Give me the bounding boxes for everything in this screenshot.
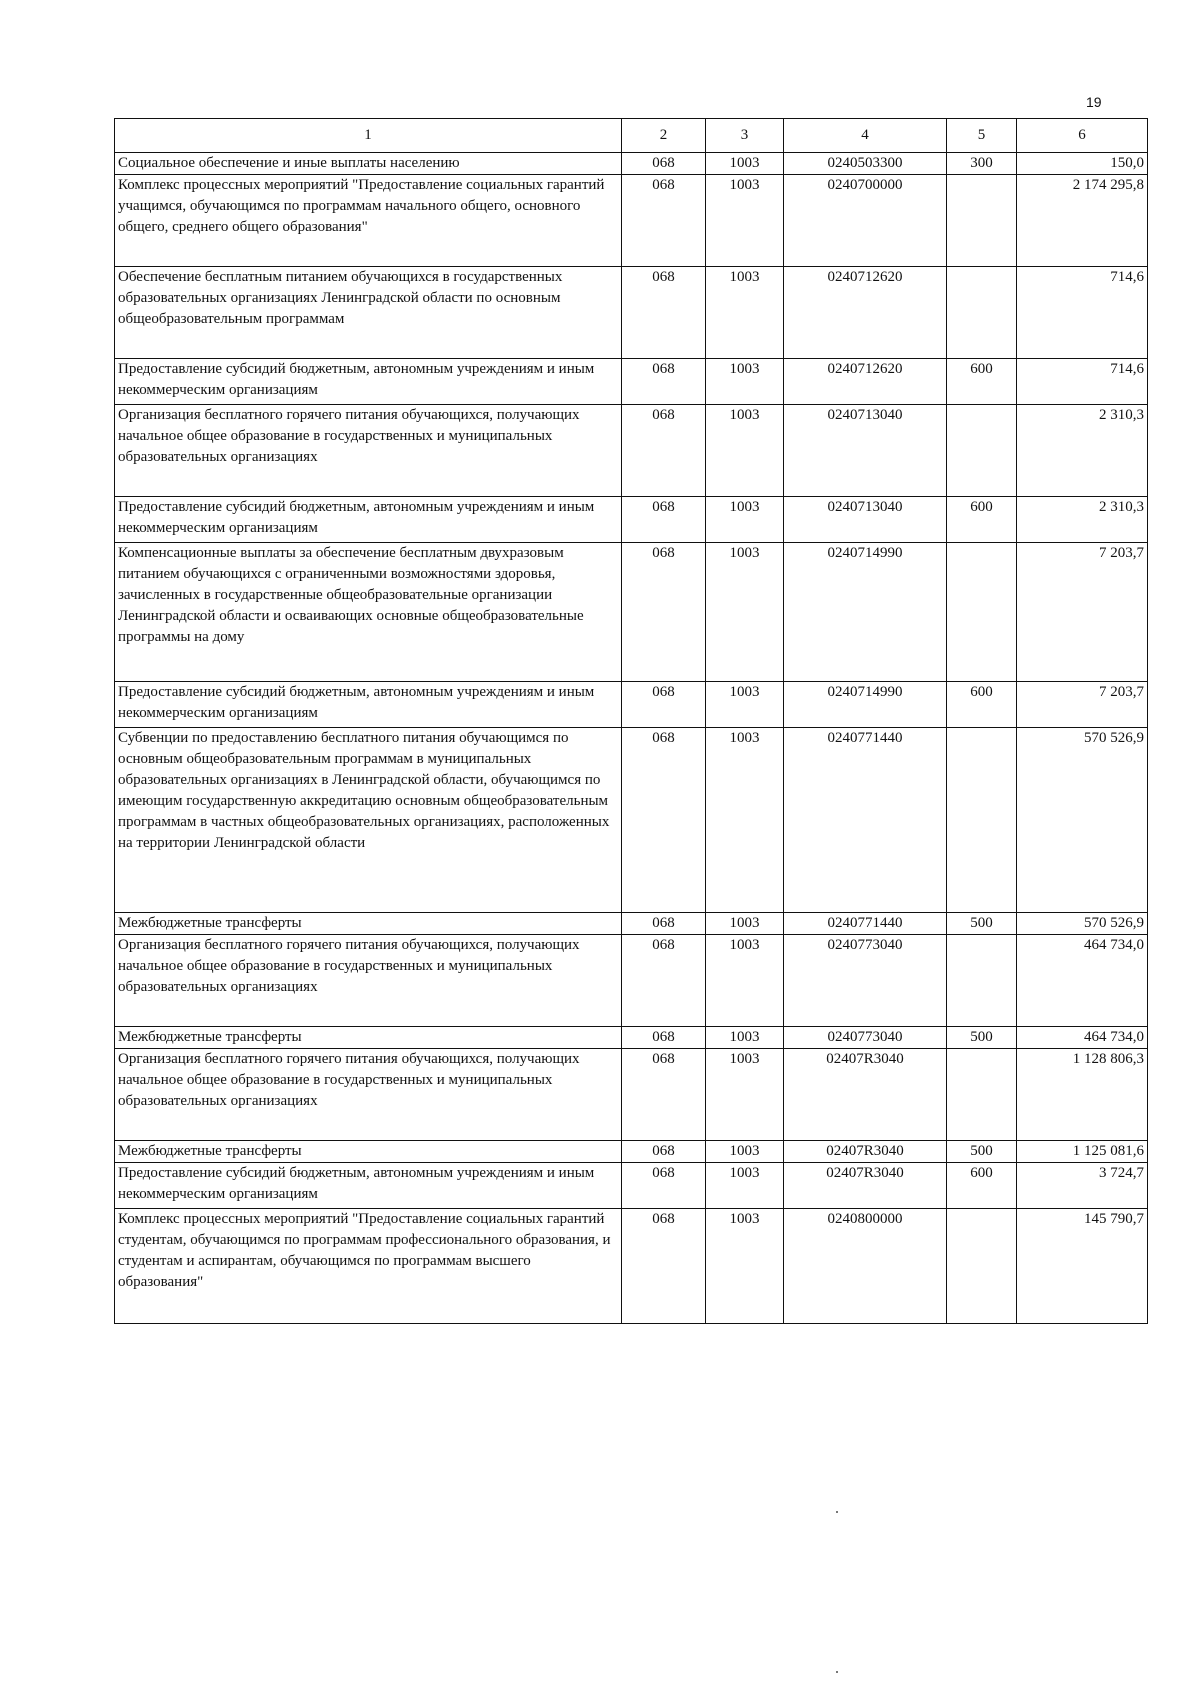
table-row — [115, 1209, 1148, 1324]
row-admin-code: 068 — [622, 175, 706, 267]
row-section-code: 1003 — [706, 175, 784, 267]
row-target-article: 0240771440 — [784, 913, 947, 935]
row-target-article: 0240800000 — [784, 1209, 947, 1324]
row-admin-code: 068 — [622, 1027, 706, 1049]
row-amount: 570 526,9 — [1017, 913, 1148, 935]
row-admin-code: 068 — [622, 682, 706, 728]
row-name: Обеспечение бесплатным питанием обучающихся в государственных образовательных организациях Ленинградской области по основным общеобразовательным программам — [115, 267, 622, 359]
row-target-article: 0240503300 — [784, 153, 947, 175]
row-name: Субвенции по предоставлению бесплатного питания обучающимся по основным общеобразовательным программам в муниципальных образовательных организациях в Ленинградской области, обучающимся по имеющим государственную аккредитацию основным общеобразовательным программам в частных общеобразовательных организациях, расположенных на территории Ленинградской области — [115, 728, 622, 913]
row-expense-type — [947, 1049, 1017, 1141]
row-admin-code: 068 — [622, 153, 706, 175]
row-admin-code: 068 — [622, 1163, 706, 1209]
row-section-code: 1003 — [706, 1163, 784, 1209]
header-col-6: 6 — [1017, 119, 1148, 153]
row-section-code: 1003 — [706, 359, 784, 405]
row-amount: 1 125 081,6 — [1017, 1141, 1148, 1163]
row-expense-type — [947, 935, 1017, 1027]
row-target-article: 02407R3040 — [784, 1163, 947, 1209]
row-expense-type: 600 — [947, 359, 1017, 405]
row-target-article: 0240712620 — [784, 267, 947, 359]
row-name: Организация бесплатного горячего питания обучающихся, получающих начальное общее образование в государственных и муниципальных образовательных организациях — [115, 405, 622, 497]
row-amount: 714,6 — [1017, 359, 1148, 405]
row-expense-type — [947, 728, 1017, 913]
row-target-article: 0240714990 — [784, 682, 947, 728]
row-section-code: 1003 — [706, 913, 784, 935]
row-name: Межбюджетные трансферты — [115, 1141, 622, 1163]
row-target-article: 0240773040 — [784, 935, 947, 1027]
row-admin-code: 068 — [622, 1141, 706, 1163]
row-admin-code: 068 — [622, 267, 706, 359]
row-amount: 150,0 — [1017, 153, 1148, 175]
row-admin-code: 068 — [622, 1209, 706, 1324]
row-section-code: 1003 — [706, 1141, 784, 1163]
row-section-code: 1003 — [706, 267, 784, 359]
row-target-article: 0240700000 — [784, 175, 947, 267]
row-name: Социальное обеспечение и иные выплаты населению — [115, 153, 622, 175]
row-section-code: 1003 — [706, 153, 784, 175]
row-amount: 145 790,7 — [1017, 1209, 1148, 1324]
row-target-article: 02407R3040 — [784, 1049, 947, 1141]
table-row — [115, 543, 1148, 682]
table-row — [115, 682, 1148, 728]
row-expense-type — [947, 543, 1017, 682]
row-expense-type — [947, 175, 1017, 267]
row-name: Предоставление субсидий бюджетным, автономным учреждениям и иным некоммерческим организациям — [115, 497, 622, 543]
row-section-code: 1003 — [706, 543, 784, 682]
row-expense-type — [947, 267, 1017, 359]
row-amount: 7 203,7 — [1017, 543, 1148, 682]
row-section-code: 1003 — [706, 935, 784, 1027]
row-target-article: 0240714990 — [784, 543, 947, 682]
row-target-article: 0240713040 — [784, 497, 947, 543]
row-expense-type: 300 — [947, 153, 1017, 175]
table-row — [115, 497, 1148, 543]
row-name: Комплекс процессных мероприятий "Предоставление социальных гарантий учащимся, обучающимся по программам начального общего, основного общего, среднего общего образования" — [115, 175, 622, 267]
row-name: Компенсационные выплаты за обеспечение бесплатным двухразовым питанием обучающихся с ограниченными возможностями здоровья, зачисленных в государственные общеобразовательные организации Ленинградской области и осваивающих основные общеобразовательные программы на дому — [115, 543, 622, 682]
row-name: Межбюджетные трансферты — [115, 913, 622, 935]
table-row — [115, 1141, 1148, 1163]
row-amount: 3 724,7 — [1017, 1163, 1148, 1209]
row-section-code: 1003 — [706, 1049, 784, 1141]
row-expense-type: 500 — [947, 913, 1017, 935]
row-amount: 570 526,9 — [1017, 728, 1148, 913]
header-col-1: 1 — [115, 119, 622, 153]
row-amount: 714,6 — [1017, 267, 1148, 359]
row-target-article: 0240712620 — [784, 359, 947, 405]
row-name: Организация бесплатного горячего питания обучающихся, получающих начальное общее образование в государственных и муниципальных образовательных организациях — [115, 935, 622, 1027]
table-row — [115, 728, 1148, 913]
row-expense-type — [947, 1209, 1017, 1324]
table-row — [115, 913, 1148, 935]
row-admin-code: 068 — [622, 913, 706, 935]
row-admin-code: 068 — [622, 405, 706, 497]
header-col-4: 4 — [784, 119, 947, 153]
row-target-article: 0240771440 — [784, 728, 947, 913]
table-row — [115, 1049, 1148, 1141]
row-name: Организация бесплатного горячего питания обучающихся, получающих начальное общее образование в государственных и муниципальных образовательных организациях — [115, 1049, 622, 1141]
table-row — [115, 1163, 1148, 1209]
row-name: Межбюджетные трансферты — [115, 1027, 622, 1049]
table-row — [115, 153, 1148, 175]
row-admin-code: 068 — [622, 1049, 706, 1141]
row-amount: 464 734,0 — [1017, 1027, 1148, 1049]
row-expense-type: 600 — [947, 1163, 1017, 1209]
page-number: 19 — [1086, 94, 1102, 110]
row-expense-type: 600 — [947, 497, 1017, 543]
row-expense-type: 600 — [947, 682, 1017, 728]
row-expense-type: 500 — [947, 1027, 1017, 1049]
header-row — [115, 119, 1148, 153]
table-row — [115, 175, 1148, 267]
row-expense-type: 500 — [947, 1141, 1017, 1163]
header-col-3: 3 — [706, 119, 784, 153]
table-body — [115, 153, 1148, 1324]
row-admin-code: 068 — [622, 543, 706, 682]
row-name: Предоставление субсидий бюджетным, автономным учреждениям и иным некоммерческим организациям — [115, 1163, 622, 1209]
row-amount: 2 310,3 — [1017, 497, 1148, 543]
row-amount: 7 203,7 — [1017, 682, 1148, 728]
row-section-code: 1003 — [706, 728, 784, 913]
row-name: Комплекс процессных мероприятий "Предоставление социальных гарантий студентам, обучающимся по программам профессионального образования, и студентам и аспирантам, обучающимся по программам высшего образования" — [115, 1209, 622, 1324]
row-amount: 1 128 806,3 — [1017, 1049, 1148, 1141]
table-row — [115, 359, 1148, 405]
row-section-code: 1003 — [706, 497, 784, 543]
row-amount: 2 174 295,8 — [1017, 175, 1148, 267]
row-section-code: 1003 — [706, 682, 784, 728]
row-name: Предоставление субсидий бюджетным, автономным учреждениям и иным некоммерческим организациям — [115, 359, 622, 405]
row-amount: 464 734,0 — [1017, 935, 1148, 1027]
table-row — [115, 267, 1148, 359]
row-admin-code: 068 — [622, 359, 706, 405]
budget-table — [114, 118, 1148, 1324]
row-name: Предоставление субсидий бюджетным, автономным учреждениям и иным некоммерческим организациям — [115, 682, 622, 728]
row-section-code: 1003 — [706, 1209, 784, 1324]
scan-speck — [836, 1671, 838, 1673]
row-admin-code: 068 — [622, 497, 706, 543]
row-admin-code: 068 — [622, 728, 706, 913]
row-admin-code: 068 — [622, 935, 706, 1027]
row-target-article: 02407R3040 — [784, 1141, 947, 1163]
header-col-2: 2 — [622, 119, 706, 153]
table-header — [115, 119, 1148, 153]
table-row — [115, 1027, 1148, 1049]
row-target-article: 0240773040 — [784, 1027, 947, 1049]
scan-speck — [836, 1511, 838, 1513]
row-expense-type — [947, 405, 1017, 497]
header-col-5: 5 — [947, 119, 1017, 153]
row-amount: 2 310,3 — [1017, 405, 1148, 497]
row-section-code: 1003 — [706, 405, 784, 497]
table-row — [115, 405, 1148, 497]
row-target-article: 0240713040 — [784, 405, 947, 497]
row-section-code: 1003 — [706, 1027, 784, 1049]
table-row — [115, 935, 1148, 1027]
